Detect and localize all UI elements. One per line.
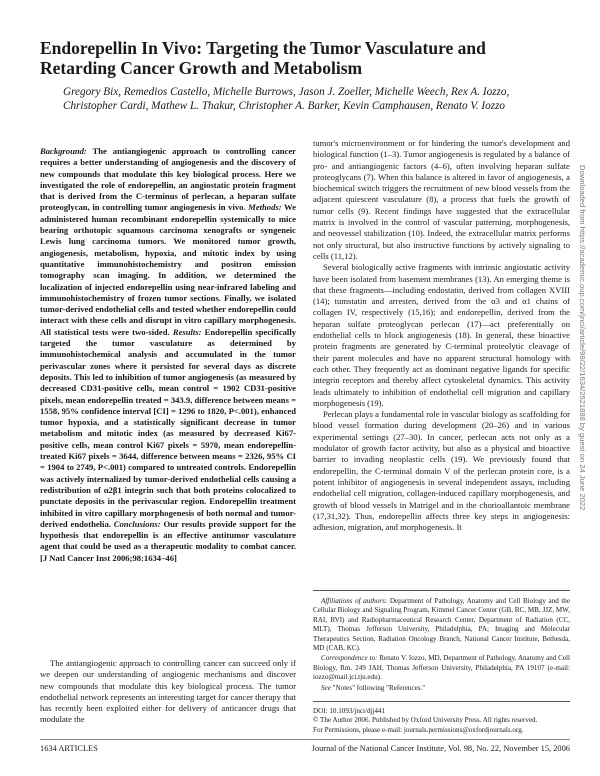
abstract xyxy=(40,146,296,564)
affiliations-label: Affiliations of authors: xyxy=(321,597,388,605)
see-text: "Notes" following "References." xyxy=(332,683,426,692)
abstract-results-label: Results: xyxy=(172,326,202,337)
abstract-methods: We administered human recombinant endorepellin systemically to mice bearing orthotopic squamous carcinoma xenografts or syngeneic Lewis lung carcinoma tumors. We monitored tumor growth, angiogenesis, metabolism, hypoxia, and mitotic index by using quantitative immunohistochemistry and positron emission tomography scan imaging. In addition, we determined the localization of injected endorepellin using near-infrared labeling and immunohistochemistry of frozen tumor sections. Finally, we isolated tumor-derived endothelial cells and tested whether endorepellin could interact with these cells and disrupt in vitro capillary morphogenesis. All statistical tests were two-sided. xyxy=(40,202,296,337)
article-title: Endorepellin In Vivo: Targeting the Tumor Vasculature and Retarding Cancer Growth and Metabolism xyxy=(40,38,486,78)
abstract-conclusions-label: Conclusions: xyxy=(113,518,161,529)
download-watermark-text: Downloaded from https://academic.oup.com/jnci/article/98/22/1634/2521888 by guest on 24 June 2022 xyxy=(578,165,587,511)
author-list: Gregory Bix, Remedios Castello, Michelle Burrows, Jason J. Zoeller, Michelle Weech, Rex A. Iozzo, Christopher Cardi, Mathew L. Thakur, Christopher A. Barker, Kevin Camphausen, Renato V. Iozzo xyxy=(63,86,510,112)
affiliations-text: Department of Pathology, Anatomy and Cell Biology and the Cellular Biology and Signaling Program, Kimmel Cancer Center (GB, RC, MB, JJZ, MW, RAI, RVI) and Radiopharmaceutical Research Center, Department of Radiation (CC, MLT), Thomas Jefferson University, Philadelphia, PA; Imaging and Molecular Therapeutics Section, Radiation Oncology Branch, National Cancer Institute, Bethesda, MD (CAB, KC). xyxy=(313,597,571,653)
abstract-background-label: Background: xyxy=(40,146,87,156)
affiliations-note xyxy=(313,597,570,653)
author-notes xyxy=(313,597,570,694)
copyright: © The Author 2006. Published by Oxford University Press. All rights reserved. xyxy=(313,716,538,725)
meta-divider xyxy=(313,701,570,702)
body-paragraph: tumor's microenvironment or for hindering the tumor's development and biological function (1–3). Tumor angiogenesis is regulated by a balance of pro- and antiangiogenic factors (4–6), often involving heparan sulfate proteoglycans (7). When this balance is altered in favor of angiogenesis, a biochemical switch triggers the recruitment of new blood vessels from the adjacent quiescent vasculature (8), a process that fuels the growth of tumor cells (9). Recent findings have suggested that the extracellular matrix is involved in the control of vascular patterning, morphogenesis, and neovessel stabilization (10). Indeed, the extracellular matrix performs not only structural, but also instructive functions by actively signaling to cells (11,12). xyxy=(313,138,570,261)
see-note xyxy=(313,684,570,693)
abstract-methods-label: Methods: xyxy=(248,202,282,213)
notes-divider xyxy=(313,590,570,591)
abstract-conclusions: Our results provide support for the hypothesis that endorepellin is an effective antitumor vasculature agent that could be used as a therapeutic modality to combat cancer. [J Natl Cancer Inst 2006;98:1634–46] xyxy=(40,518,296,563)
footer-page-section: 1634 ARTICLES xyxy=(40,744,98,753)
permissions: For Permissions, please e-mail: journals.permissions@oxfordjournals.org. xyxy=(313,725,524,734)
correspondence-label: Correspondence to: xyxy=(321,654,378,663)
body-paragraph: The antiangiogenic approach to controlling cancer can succeed only if we deepen our understanding of angiogenic mechanisms and discover new compounds that modulate this key biological process. The tumor endothelial network represents an interesting target for cancer therapy that has recently been exploited either for delivery of anticancer drugs that modulate the xyxy=(40,658,296,725)
body-left-column xyxy=(40,658,296,726)
correspondence-text: Renato V. Iozzo, MD, Department of Pathology, Anatomy and Cell Biology, Rm. 249 JAH, Thomas Jefferson University, Philadelphia, PA 19107 (e-mail: iozzo@mail.jci.tju.edu). xyxy=(313,654,571,682)
publication-meta xyxy=(313,707,570,735)
body-paragraph: Perlecan plays a fundamental role in vascular biology as scaffolding for blood vessel formation during development (20–26) and in various experimental settings (27–30). In cancer, perlecan acts not only as a modulator of growth factor activity, but also as a physical and bioactive barrier to invading neoplastic cells (19). We previously found that endorepellin, the C-terminal domain V of the perlecan protein core, is a potent inhibitor of angiogenesis in several independent assays, including endothelial cell migration, collagen-induced capillary morphogenesis, and growth of blood vessels in Matrigel and in the chorioallantoic membrane (17,31,32). Thus, endorepellin affects three key steps in angiogenesis: adhesion, migration, and morphogenesis. It xyxy=(313,409,570,533)
abstract-background: The antiangiogenic approach to controlling cancer requires a better understanding of angiogenesis and the discovery of new compounds that modulate this key biological process. Here we investigated the role of endorepellin, an angiostatic protein fragment that is derived from the C-terminus of perlecan, a heparan sulfate proteoglycan, in controlling tumor angiogenesis in vivo. xyxy=(40,146,296,213)
body-right-column xyxy=(313,138,570,533)
footer-journal-citation: Journal of the National Cancer Institute, Vol. 98, No. 22, November 15, 2006 xyxy=(311,744,570,753)
body-paragraph: Several biologically active fragments with intrinsic angiostatic activity have been isolated from basement membranes (13). An emerging theme is that these fragments—including endostatin, derived from collagen XVIII (14); tumstatin and arresten, derived from the α3 and α1 chains of collagen IV, respectively (15,16); and endorepellin, derived from the heparan sulfate proteoglycan perlecan (17)—act preferentially on endothelial cells to block angiogenesis (18). In general, these bioactive protein fragments are generated by C-terminal proteolytic cleavage of their parent molecules and have no apparent structural homology with each other. They frequently act as dominant negative ligands for specific integrin receptors and thereby affect cytoskeletal dynamics. This activity leads ultimately to inhibition of endothelial cell migration and capillary morphogenesis (19). xyxy=(313,262,570,408)
download-watermark xyxy=(578,165,592,585)
correspondence-note xyxy=(313,654,570,682)
doi: DOI: 10.1093/jnci/djj441 xyxy=(313,707,386,715)
abstract-results: Endorepellin specifically targeted the tumor vasculature as determined by immunohistochemical analysis and accumulated in the tumor perivascular zones where it persisted for several days as discrete deposits. This led to inhibition of tumor angiogenesis (as measured by decreased CD31-positive cells, mean control = 1902 CD31-positive pixels, mean endorepellin treated = 343.9, difference between means = 1558, 95% confidence interval [CI] = 1296 to 1820, P<.001), enhanced tumor hypoxia, and a statistically significant decrease in tumor metabolism and mitotic index (as measured by decreased Ki67-positive cells, mean control Ki67 pixels = 5970, mean endorepellin-treated Ki67 pixels = 3644, difference between means = 2326, 95% CI = 1904 to 2749, P<.001) compared to untreated controls. Endorepellin was actively internalized by tumor-derived endothelial cells causing a redistribution of α2β1 integrin such that both proteins colocalized to punctate deposits in the perivascular region. Endorepellin treatment inhibited in vitro capillary morphogenesis of both normal and tumor-derived endothelia. xyxy=(40,326,297,529)
footer-divider xyxy=(40,739,570,740)
see-label: See xyxy=(321,683,331,692)
